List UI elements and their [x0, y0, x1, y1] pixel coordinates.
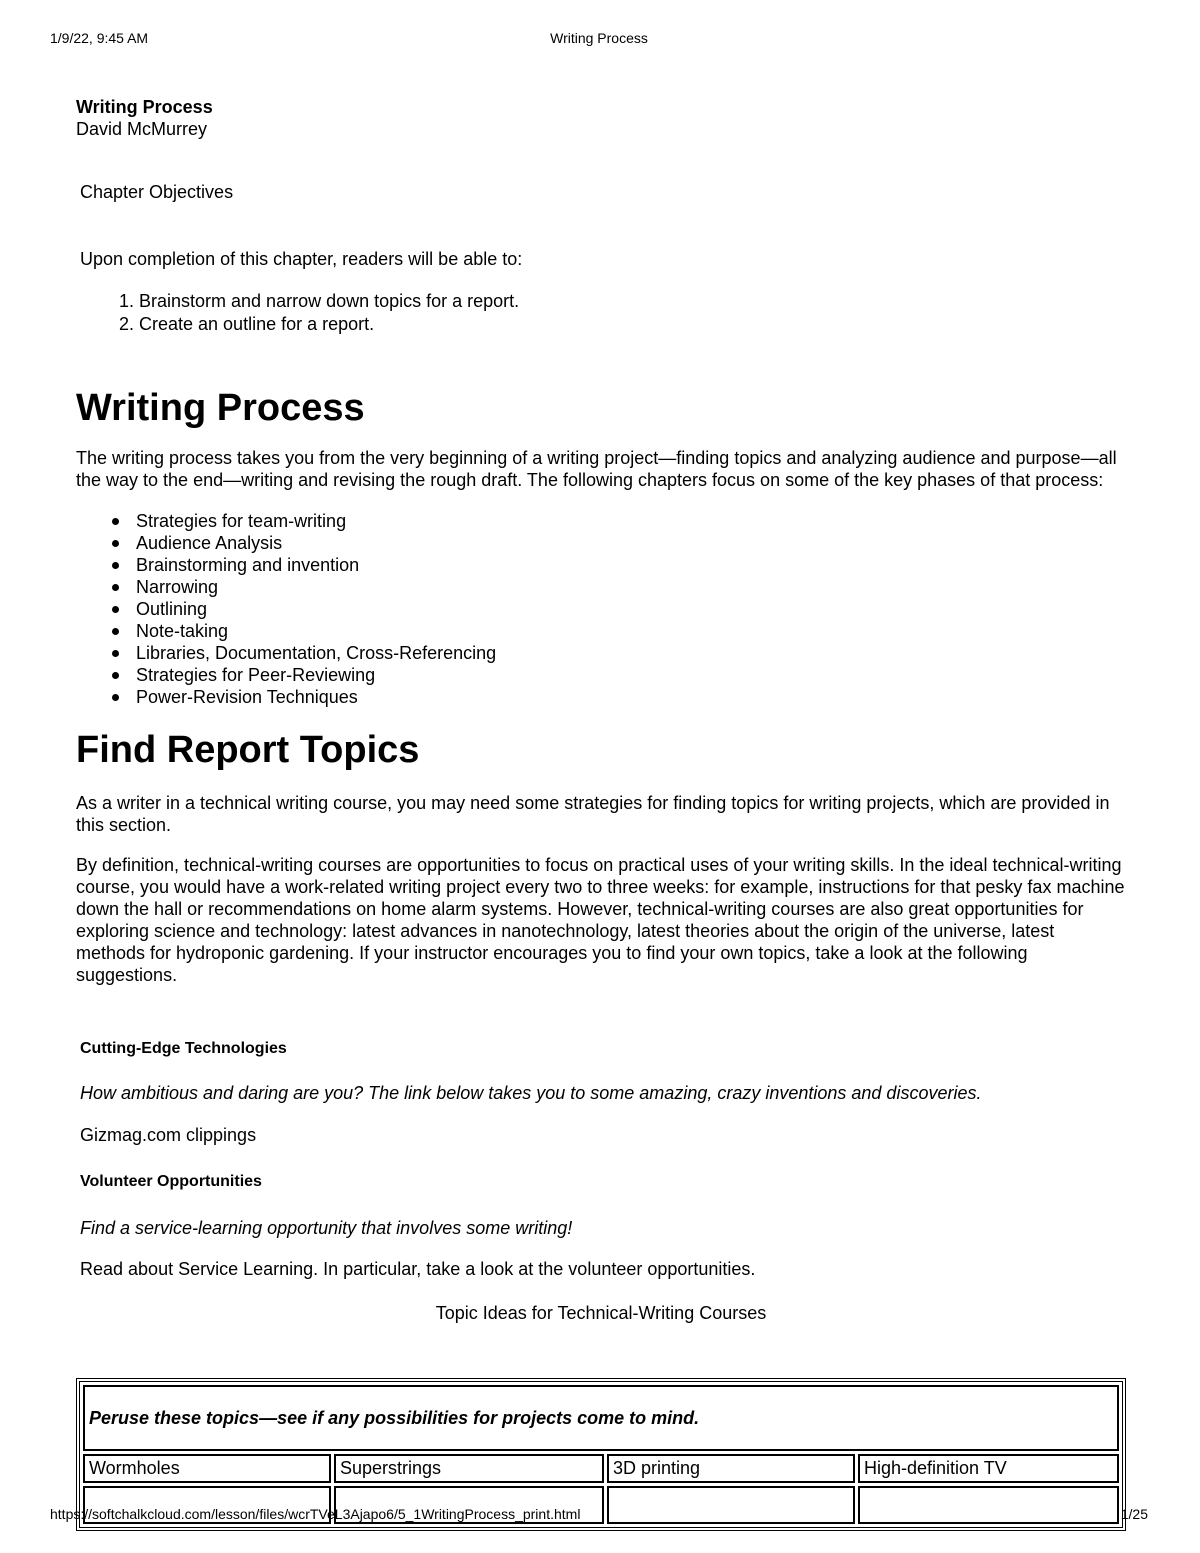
table-intro-cell: Peruse these topics—see if any possibilities for projects come to mind. — [83, 1385, 1119, 1451]
objectives-heading: Chapter Objectives — [80, 182, 234, 202]
phase-link[interactable]: Power-Revision Techniques — [136, 686, 1126, 708]
volunteer-prompt: Find a service-learning opportunity that involves some writing! — [80, 1218, 573, 1238]
phase-link[interactable]: Brainstorming and invention — [136, 554, 1126, 576]
service-learning-text[interactable]: Read about Service Learning. In particular, take a look at the volunteer opportunities. — [80, 1259, 756, 1279]
print-url: https://softchalkcloud.com/lesson/files/wcrTVeL3Ajapo6/5_1WritingProcess_print.html — [50, 1506, 581, 1522]
topics-paragraph-1: As a writer in a technical writing course, you may need some strategies for finding topics for writing projects, which are provided in this section. — [76, 793, 1110, 835]
phase-link[interactable]: Libraries, Documentation, Cross-Referencing — [136, 642, 1126, 664]
objectives-list — [76, 290, 1126, 336]
phase-link[interactable]: Strategies for Peer-Reviewing — [136, 664, 1126, 686]
phase-link[interactable]: Note-taking — [136, 620, 1126, 642]
section-heading-writing-process: Writing Process — [76, 387, 365, 429]
table-cell: High-definition TV — [858, 1454, 1119, 1483]
writing-process-paragraph: The writing process takes you from the very beginning of a writing project—finding topics and analyzing audience and purpose—all the way to the end—writing and revising the rough draft. The following chapters focus on some of the key phases of that process: — [76, 448, 1117, 490]
table-cell: Wormholes — [83, 1454, 331, 1483]
volunteer-heading: Volunteer Opportunities — [80, 1173, 262, 1190]
phase-link[interactable]: Narrowing — [136, 576, 1126, 598]
cutting-edge-prompt: How ambitious and daring are you? The link below takes you to some amazing, crazy inventions and discoveries. — [80, 1083, 982, 1103]
document-title: Writing Process — [76, 97, 213, 117]
phase-link[interactable]: Strategies for team-writing — [136, 510, 1126, 532]
cutting-edge-heading: Cutting-Edge Technologies — [80, 1040, 287, 1057]
table-cell: Superstrings — [334, 1454, 604, 1483]
print-page-number: 1/25 — [1120, 1506, 1148, 1522]
objective-item: 2. Create an outline for a report. — [139, 313, 1126, 336]
document-content — [76, 96, 1126, 1324]
phase-link[interactable]: Outlining — [136, 598, 1126, 620]
table-row — [83, 1385, 1119, 1451]
table-cell: 3D printing — [607, 1454, 855, 1483]
phase-link[interactable]: Audience Analysis — [136, 532, 1126, 554]
document-author: David McMurrey — [76, 119, 208, 139]
print-header — [50, 30, 1148, 48]
print-page-title: Writing Process — [550, 30, 648, 46]
gizmag-link[interactable]: Gizmag.com clippings — [80, 1125, 257, 1145]
print-footer — [50, 1506, 1148, 1524]
topics-paragraph-2: By definition, technical-writing courses are opportunities to focus on practical uses of your writing skills. In the ideal technical-writing course, you would have a work-related writing project every two to three weeks: for example, instructions for that pesky fax machine down the hall or recommendations on home alarm systems. However, technical-writing courses are also great opportunities for exploring science and technology: latest advances in nanotechnology, latest theories about the origin of the universe, latest methods for hydroponic gardening. If your instructor encourages you to find your own topics, take a look at the following suggestions. — [76, 855, 1125, 985]
phases-list — [76, 510, 1126, 708]
table-row — [83, 1454, 1119, 1483]
section-heading-find-report-topics: Find Report Topics — [76, 729, 420, 771]
objective-item: 1. Brainstorm and narrow down topics for a report. — [139, 290, 1126, 313]
objectives-intro: Upon completion of this chapter, readers will be able to: — [80, 249, 523, 269]
table-caption: Topic Ideas for Technical-Writing Courses — [435, 1303, 767, 1323]
print-datetime: 1/9/22, 9:45 AM — [50, 30, 149, 46]
